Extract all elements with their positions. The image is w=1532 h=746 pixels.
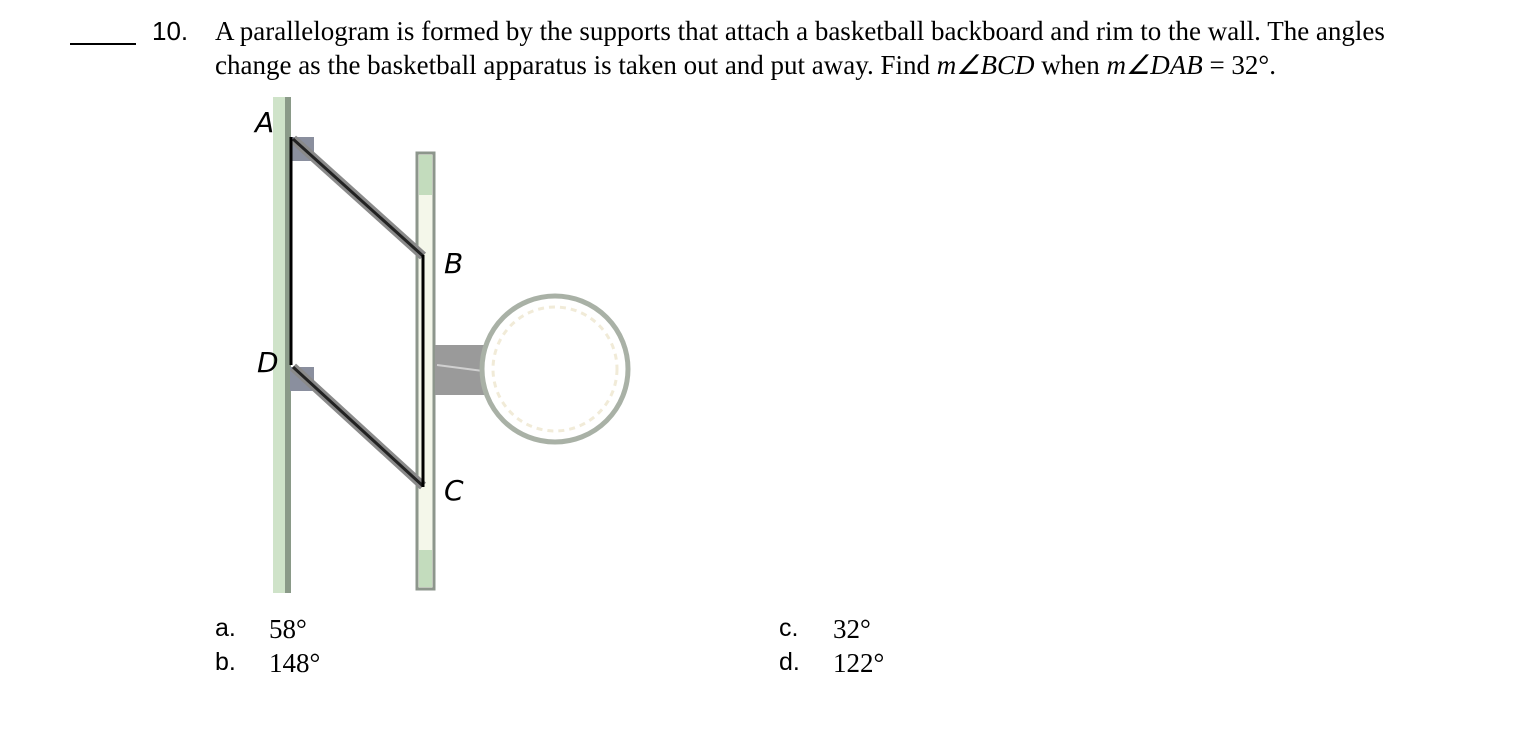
question-text-line2-after: = 32°.: [1202, 50, 1276, 80]
parallelogram-figure: [235, 95, 655, 600]
support-arm-bottom-core: [293, 367, 423, 486]
backboard: [417, 153, 434, 589]
label-d: D: [257, 346, 279, 379]
support-arm-top-core: [293, 139, 423, 256]
label-a: A: [255, 106, 275, 139]
choice-c-value: 32°: [833, 614, 871, 644]
choice-d-value: 122°: [833, 648, 885, 678]
question-text-line2-before: change as the basketball apparatus is taken out and put away. Find: [215, 50, 937, 80]
label-c: C: [444, 474, 464, 507]
angle-dab: m∠DAB: [1106, 50, 1203, 80]
backboard-shade-bottom: [419, 550, 432, 587]
rim: [482, 296, 628, 442]
angle-bcd: m∠BCD: [936, 50, 1035, 80]
label-b: B: [444, 247, 464, 280]
question-text-line2-middle: when: [1034, 50, 1107, 80]
question-number: 10.: [152, 16, 189, 46]
answer-blank[interactable]: [70, 43, 136, 45]
choice-a-value: 58°: [269, 614, 307, 644]
choice-b-value: 148°: [269, 648, 321, 678]
choice-d-letter: d.: [779, 648, 800, 676]
choice-c-letter: c.: [779, 614, 799, 642]
backboard-shade-top: [419, 155, 432, 195]
question-text: [215, 14, 1515, 82]
question-text-line1: A parallelogram is formed by the supports that attach a basketball backboard and rim to the wall. The angles: [215, 16, 1385, 46]
choice-a-letter: a.: [215, 614, 236, 642]
choice-b-letter: b.: [215, 648, 236, 676]
